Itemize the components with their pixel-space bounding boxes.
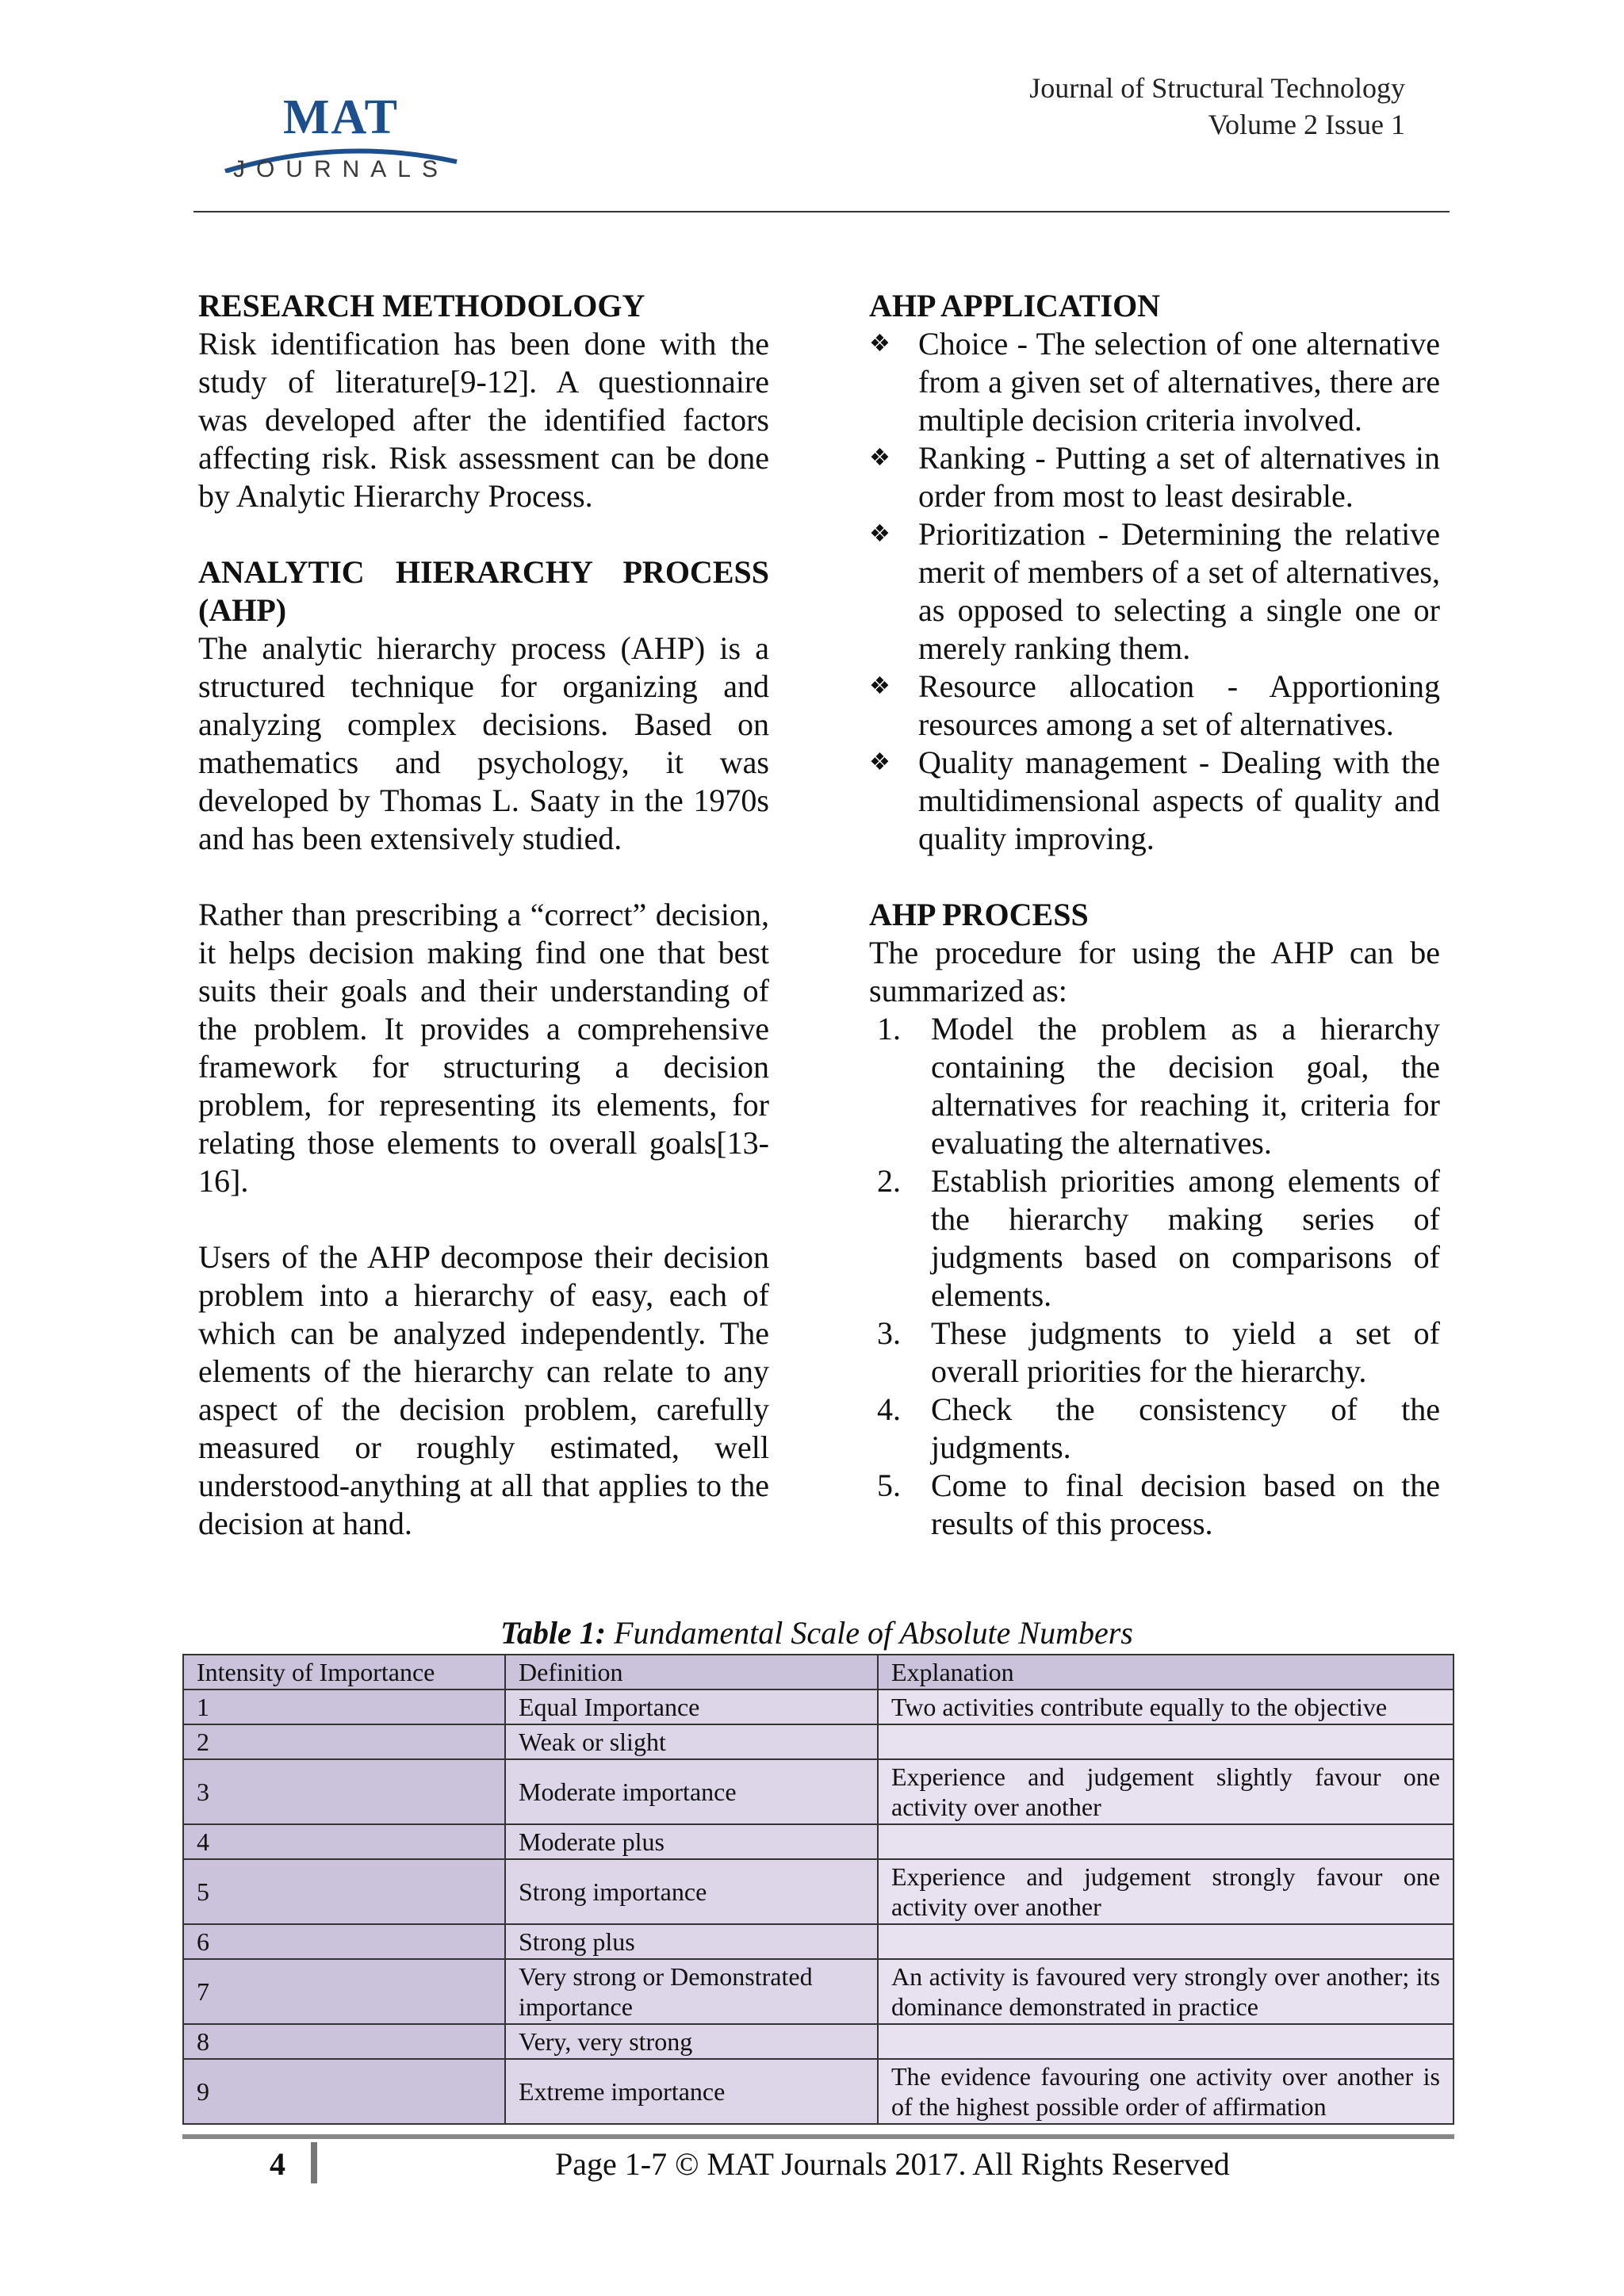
list-item — [869, 1391, 1440, 1467]
application-text: Choice - The selection of one alternative from a given set of alternatives, there are multiple decision criteria involved. — [918, 326, 1440, 438]
step-number: 2. — [877, 1163, 901, 1199]
table-row — [183, 1824, 1454, 1859]
column-header: Intensity of Importance — [183, 1655, 505, 1689]
intensity-cell: 1 — [183, 1689, 505, 1724]
step-text: Establish priorities among elements of the hierarchy making series of judgments based on comparisons of elements. — [931, 1163, 1440, 1313]
ahp-process-steps — [869, 1010, 1440, 1543]
application-text: Prioritization - Determining the relative merit of members of a set of alternatives, as opposed to selecting a single one or merely ranking them. — [918, 516, 1440, 666]
table-row — [183, 1689, 1454, 1724]
list-item — [869, 515, 1440, 668]
diamond-bullet-icon: ❖ — [869, 749, 891, 775]
definition-cell: Weak or slight — [505, 1724, 878, 1759]
table-caption-label: Table 1: — [500, 1615, 607, 1651]
intensity-cell: 6 — [183, 1924, 505, 1959]
intensity-cell: 4 — [183, 1824, 505, 1859]
explanation-cell — [878, 1824, 1454, 1859]
application-text: Quality management - Dealing with the multidimensional aspects of quality and quality improving. — [918, 744, 1440, 856]
list-item — [869, 325, 1440, 439]
journal-title: Journal of Structural Technology — [1029, 72, 1405, 104]
definition-cell: Strong importance — [505, 1859, 878, 1924]
list-item — [869, 1467, 1440, 1543]
page-number: 4 — [270, 2146, 285, 2182]
logo-mat-text: MAT — [282, 90, 400, 144]
footer-divider — [182, 2134, 1454, 2139]
list-item — [869, 439, 1440, 515]
explanation-cell: Experience and judgement strongly favour one activity over another — [878, 1859, 1454, 1924]
table-row — [183, 1724, 1454, 1759]
footer-copyright: Page 1-7 © MAT Journals 2017. All Rights Reserved — [555, 2146, 1230, 2182]
explanation-cell: Experience and judgement slightly favour one activity over another — [878, 1759, 1454, 1824]
table-row — [183, 2059, 1454, 2124]
explanation-cell — [878, 1724, 1454, 1759]
step-text: Check the consistency of the judgments. — [931, 1391, 1440, 1465]
application-text: Resource allocation - Apportioning resources among a set of alternatives. — [918, 668, 1440, 742]
list-item — [869, 1314, 1440, 1391]
definition-cell: Very strong or Demonstrated importance — [505, 1959, 878, 2024]
application-text: Ranking - Putting a set of alternatives in order from most to least desirable. — [918, 440, 1440, 514]
ahp-process-heading: AHP PROCESS — [869, 897, 1089, 932]
left-column — [198, 287, 769, 1543]
list-item — [869, 1162, 1440, 1314]
intensity-cell: 5 — [183, 1859, 505, 1924]
explanation-cell — [878, 2024, 1454, 2059]
step-number: 4. — [877, 1391, 901, 1427]
definition-cell: Moderate importance — [505, 1759, 878, 1824]
table-row — [183, 1759, 1454, 1824]
journal-info — [1029, 70, 1405, 143]
intensity-cell: 8 — [183, 2024, 505, 2059]
column-header: Definition — [505, 1655, 878, 1689]
ahp-heading: ANALYTIC HIERARCHY PROCESS (AHP) — [198, 554, 769, 628]
research-methodology-heading: RESEARCH METHODOLOGY — [198, 288, 645, 323]
diamond-bullet-icon: ❖ — [869, 331, 891, 357]
list-item — [869, 1010, 1440, 1162]
table-header-row — [183, 1655, 1454, 1689]
page-number-bar — [311, 2142, 317, 2183]
intensity-cell: 9 — [183, 2059, 505, 2124]
list-item — [869, 668, 1440, 744]
explanation-cell — [878, 1924, 1454, 1959]
ahp-application-list — [869, 325, 1440, 858]
definition-cell: Strong plus — [505, 1924, 878, 1959]
step-text: Come to final decision based on the results of this process. — [931, 1468, 1440, 1541]
intensity-cell: 7 — [183, 1959, 505, 2024]
column-header: Explanation — [878, 1655, 1454, 1689]
explanation-cell: Two activities contribute equally to the objective — [878, 1689, 1454, 1724]
step-text: Model the problem as a hierarchy containing the decision goal, the alternatives for reaching it, criteria for evaluating the alternatives. — [931, 1011, 1440, 1161]
list-item — [869, 744, 1440, 858]
fundamental-scale-table — [182, 1654, 1454, 2125]
explanation-cell: An activity is favoured very strongly over another; its dominance demonstrated in practice — [878, 1959, 1454, 2024]
intensity-cell: 3 — [183, 1759, 505, 1824]
right-column — [869, 287, 1440, 1543]
ahp-paragraph-2: Rather than prescribing a “correct” decision, it helps decision making find one that best suits their goals and their understanding of the problem. It provides a comprehensive framework for structuring a decision problem, for representing its elements, for relating those elements to overall goals[13-16]. — [198, 897, 769, 1199]
journal-volume: Volume 2 Issue 1 — [1208, 109, 1405, 140]
table-row — [183, 1959, 1454, 2024]
step-text: These judgments to yield a set of overall priorities for the hierarchy. — [931, 1315, 1440, 1389]
ahp-paragraph-1: The analytic hierarchy process (AHP) is a structured technique for organizing and analyzing complex decisions. Based on mathematics and psychology, it was developed by Thomas L. Saaty in the 1970s and has been extensively studied. — [198, 630, 769, 856]
logo-journals-text: JOURNALS — [232, 156, 450, 182]
ahp-process-intro: The procedure for using the AHP can be summarized as: — [869, 935, 1440, 1008]
diamond-bullet-icon: ❖ — [869, 521, 891, 547]
table-row — [183, 2024, 1454, 2059]
step-number: 5. — [877, 1468, 901, 1503]
table-caption — [182, 1614, 1451, 1652]
ahp-application-heading: AHP APPLICATION — [869, 288, 1161, 323]
step-number: 1. — [877, 1011, 901, 1047]
definition-cell: Equal Importance — [505, 1689, 878, 1724]
definition-cell: Moderate plus — [505, 1824, 878, 1859]
definition-cell: Extreme importance — [505, 2059, 878, 2124]
research-methodology-paragraph: Risk identification has been done with the study of literature[9-12]. A questionnaire was developed after the identified factors affecting risk. Risk assessment can be done by Analytic Hierarchy Process. — [198, 326, 769, 514]
intensity-cell: 2 — [183, 1724, 505, 1759]
definition-cell: Very, very strong — [505, 2024, 878, 2059]
explanation-cell: The evidence favouring one activity over another is of the highest possible order of affirmation — [878, 2059, 1454, 2124]
table-row — [183, 1924, 1454, 1959]
step-number: 3. — [877, 1315, 901, 1351]
table-row — [183, 1859, 1454, 1924]
header-divider — [193, 211, 1450, 212]
ahp-paragraph-3: Users of the AHP decompose their decision problem into a hierarchy of easy, each of which can be analyzed independently. The elements of the hierarchy can relate to any aspect of the decision problem, carefully measured or roughly estimated, well understood-anything at all that applies to the decision at hand. — [198, 1239, 769, 1541]
diamond-bullet-icon: ❖ — [869, 673, 891, 699]
table-caption-text: Fundamental Scale of Absolute Numbers — [606, 1615, 1133, 1651]
diamond-bullet-icon: ❖ — [869, 445, 891, 471]
